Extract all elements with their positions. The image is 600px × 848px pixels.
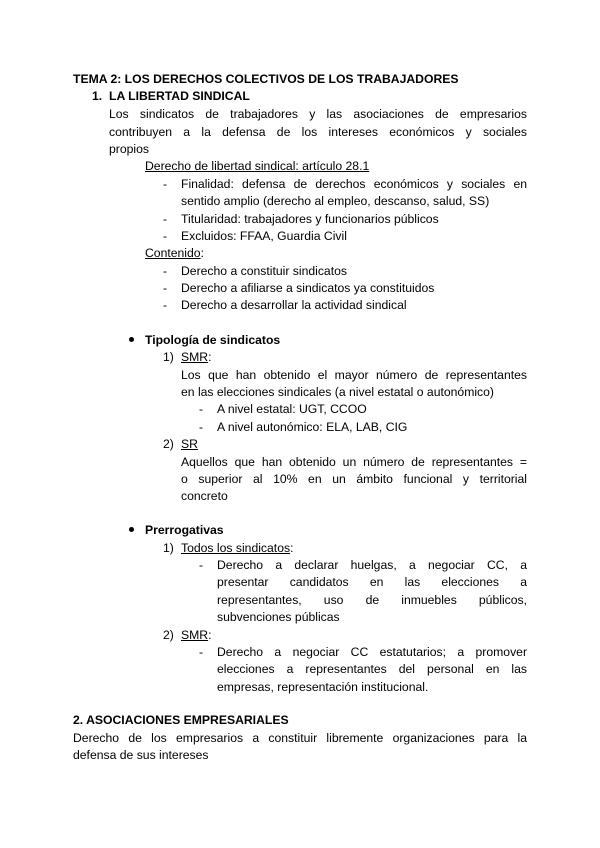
- derecho-item-line: Titularidad: trabajadores y funcionarios públicos: [181, 212, 439, 226]
- prerrogativas-smr-line: Derecho a negociar CC estatutarios; a promover: [217, 645, 527, 659]
- dash-marker: -: [199, 645, 204, 659]
- dash-marker: -: [199, 402, 204, 416]
- tipologia-smr-desc-line: en las elecciones sindicales (a nivel estatal o autonómico): [181, 385, 494, 399]
- section1-heading: LA LIBERTAD SINDICAL: [109, 89, 250, 103]
- section2-heading: 2. ASOCIACIONES EMPRESARIALES: [73, 713, 289, 727]
- dash-marker: -: [163, 212, 168, 226]
- section2-text-line: Derecho de los empresarios a constituir libremente organizaciones para la: [73, 731, 527, 745]
- contenido-item: Derecho a desarrollar la actividad sindical: [181, 298, 407, 312]
- dash-marker: -: [163, 264, 168, 278]
- contenido-colon: :: [200, 246, 204, 260]
- dash-marker: -: [199, 558, 204, 572]
- section1-intro-line: propios: [109, 142, 149, 156]
- prerrogativas-todos-line: presentar candidatos en las elecciones a: [217, 575, 527, 589]
- dash-marker: -: [163, 281, 168, 295]
- prerrogativas-smr-number: 2): [163, 628, 174, 642]
- prerrogativas-smr-line: elecciones a representantes del personal en las: [217, 662, 527, 676]
- tipologia-smr-number: 1): [163, 350, 174, 364]
- prerrogativas-heading: Prerrogativas: [145, 523, 224, 537]
- dash-marker: -: [163, 229, 168, 243]
- prerrogativas-todos-label: Todos los sindicatos: [181, 541, 291, 555]
- derecho-heading: Derecho de libertad sindical: artículo 28.1: [145, 159, 370, 173]
- tipologia-sr-desc-line: o superior al 10% en un ámbito funcional y territorial: [181, 472, 527, 486]
- prerrogativas-todos-line: subvenciones públicas: [217, 610, 340, 624]
- derecho-item-line: Excluidos: FFAA, Guardia Civil: [181, 229, 347, 243]
- prerrogativas-smr-label: SMR: [181, 628, 209, 642]
- contenido-heading: Contenido: [145, 246, 201, 260]
- tipologia-smr-item: A nivel autonómico: ELA, LAB, CIG: [217, 420, 408, 434]
- bullet-dot: [129, 527, 134, 532]
- prerrogativas-todos-line: representantes, uso de inmuebles públicos,: [217, 593, 527, 607]
- dash-marker: -: [199, 420, 204, 434]
- tipologia-sr-desc-line: Aquellos que han obtenido un número de representantes =: [181, 455, 527, 469]
- prerrogativas-todos-line: Derecho a declarar huelgas, a negociar CC, a: [217, 558, 527, 572]
- prerrogativas-smr-line: empresas, representación institucional.: [217, 680, 429, 694]
- dash-marker: -: [163, 177, 168, 191]
- tipologia-sr-label: SR: [181, 437, 198, 451]
- contenido-heading-row: [145, 245, 204, 262]
- derecho-item-line: Finalidad: defensa de derechos económicos y sociales en: [181, 177, 527, 191]
- derecho-item-line: sentido amplio (derecho al empleo, descanso, salud, SS): [181, 194, 490, 208]
- section1-intro-line: contribuyen a la defensa de los intereses económicos y sociales: [109, 125, 527, 139]
- tipologia-smr-colon: :: [208, 350, 212, 364]
- section1-intro-line: Los sindicatos de trabajadores y las asociaciones de empresarios: [109, 107, 527, 121]
- document-title: TEMA 2: LOS DERECHOS COLECTIVOS DE LOS TRABAJADORES: [73, 72, 459, 86]
- tipologia-smr-label: SMR: [181, 350, 209, 364]
- tipologia-sr-number: 2): [163, 437, 174, 451]
- section2-text-line: defensa de sus intereses: [73, 748, 209, 762]
- tipologia-smr-item: A nivel estatal: UGT, CCOO: [217, 402, 367, 416]
- prerrogativas-todos-number: 1): [163, 541, 174, 555]
- contenido-item: Derecho a afiliarse a sindicatos ya constituidos: [181, 281, 435, 295]
- prerrogativas-todos-colon: :: [290, 541, 294, 555]
- prerrogativas-smr-label-row: [181, 627, 211, 644]
- prerrogativas-todos-label-row: [181, 540, 293, 557]
- section1-number: 1.: [92, 89, 103, 103]
- tipologia-smr-label-row: [181, 349, 211, 366]
- contenido-item: Derecho a constituir sindicatos: [181, 264, 347, 278]
- dash-marker: -: [163, 298, 168, 312]
- tipologia-heading: Tipología de sindicatos: [145, 333, 281, 347]
- tipologia-smr-desc-line: Los que han obtenido el mayor número de representantes: [181, 368, 527, 382]
- tipologia-sr-desc-line: concreto: [181, 489, 228, 503]
- bullet-dot: [129, 337, 134, 342]
- prerrogativas-smr-colon: :: [208, 628, 212, 642]
